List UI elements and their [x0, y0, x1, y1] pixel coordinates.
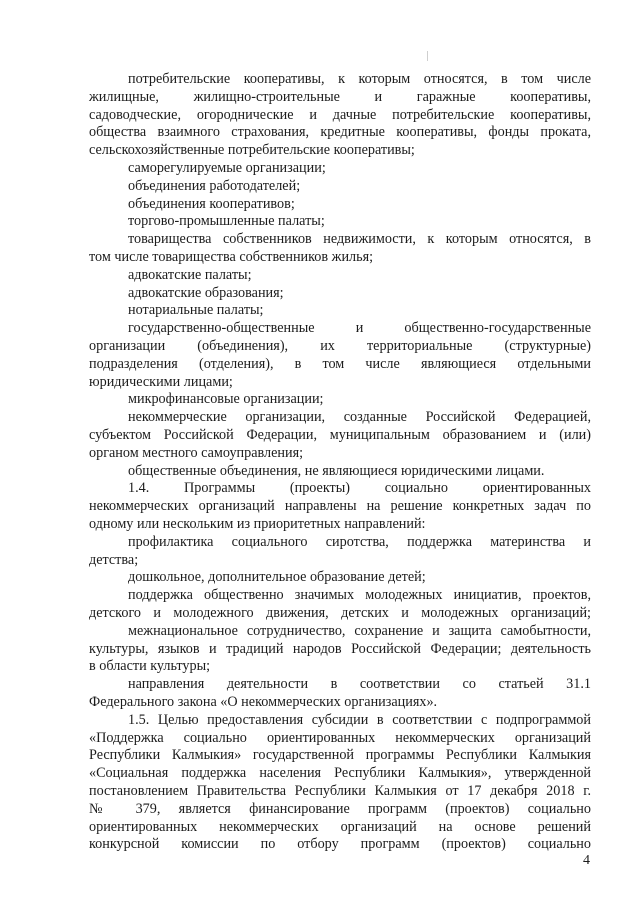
text-line: органом местного самоуправления;	[89, 445, 304, 461]
text-line: микрофинансовые организации;	[128, 391, 324, 407]
text-line: детского и молодежного движения, детских и молодежных организаций;	[89, 605, 591, 621]
text-line: объединения кооперативов;	[128, 196, 295, 212]
text-line: конкурсной комиссии по отбору программ (проектов) социально	[89, 836, 591, 852]
text-line: общества взаимного страхования, кредитные кооперативы, фонды проката,	[89, 124, 591, 140]
text-line: Федерального закона «О некоммерческих организациях».	[89, 694, 438, 710]
text-line: том числе товарищества собственников жилья;	[89, 249, 374, 265]
text-line: «Поддержка социально ориентированных некоммерческих организаций	[89, 730, 591, 746]
text-line: общественные объединения, не являющиеся юридическими лицами.	[128, 463, 545, 479]
text-line: направления деятельности в соответствии со статьей 31.1	[128, 676, 591, 692]
text-line: организации (объединения), их территориальные (структурные)	[89, 338, 591, 354]
text-line: садоводческие, огороднические и дачные потребительские кооперативы,	[89, 107, 591, 123]
text-line: постановлением Правительства Республики Калмыкия от 17 декабря 2018 г.	[89, 783, 591, 799]
text-line: «Социальная поддержка населения Республики Калмыкия», утвержденной	[89, 765, 591, 781]
text-line: профилактика социального сиротства, поддержка материнства и	[128, 534, 591, 550]
text-line: юридическими лицами;	[89, 374, 233, 390]
text-line: нотариальные палаты;	[128, 302, 264, 318]
text-line: государственно-общественные и общественно-государственные	[128, 320, 591, 336]
text-line: дошкольное, дополнительное образование детей;	[128, 569, 426, 585]
text-line: адвокатские палаты;	[128, 267, 252, 283]
text-line: субъектом Российской Федерации, муниципальным образованием и (или)	[89, 427, 591, 443]
text-line: подразделения (отделения), в том числе являющиеся отдельными	[89, 356, 591, 372]
text-line: детства;	[89, 552, 139, 568]
text-line: № 379, является финансирование программ (проектов) социально	[89, 801, 591, 817]
text-line: торгово-промышленные палаты;	[128, 213, 325, 229]
text-line: жилищные, жилищно-строительные и гаражные кооперативы,	[89, 89, 591, 105]
text-line: саморегулируемые организации;	[128, 160, 326, 176]
text-line: сельскохозяйственные потребительские кооперативы;	[89, 142, 415, 158]
text-line: Республики Калмыкия» государственной программы Республики Калмыкия	[89, 747, 591, 763]
text-line: 1.4. Программы (проекты) социально ориентированных	[128, 480, 591, 496]
text-line: некоммерческие организации, созданные Российской Федерацией,	[128, 409, 591, 425]
text-line: некоммерческих организаций направлены на решение конкретных задач по	[89, 498, 591, 514]
text-line: поддержка общественно значимых молодежных инициатив, проектов,	[128, 587, 591, 603]
text-line: адвокатские образования;	[128, 285, 284, 301]
text-line: товарищества собственников недвижимости, к которым относятся, в	[128, 231, 591, 247]
text-line: культуры, языков и традиций народов Российской Федерации; деятельность	[89, 641, 591, 657]
text-line: ориентированных некоммерческих организаций на основе решений	[89, 819, 591, 835]
text-line: объединения работодателей;	[128, 178, 301, 194]
text-line: одному или нескольким из приоритетных направлений:	[89, 516, 426, 532]
text-line: 1.5. Целью предоставления субсидии в соответствии с подпрограммой	[128, 712, 591, 728]
page-number: 4	[583, 853, 590, 868]
text-line: потребительские кооперативы, к которым относятся, в том числе	[128, 71, 591, 87]
scan-mark	[427, 51, 428, 61]
text-line: межнациональное сотрудничество, сохранение и защита самобытности,	[128, 623, 591, 639]
text-line: в области культуры;	[89, 658, 211, 674]
